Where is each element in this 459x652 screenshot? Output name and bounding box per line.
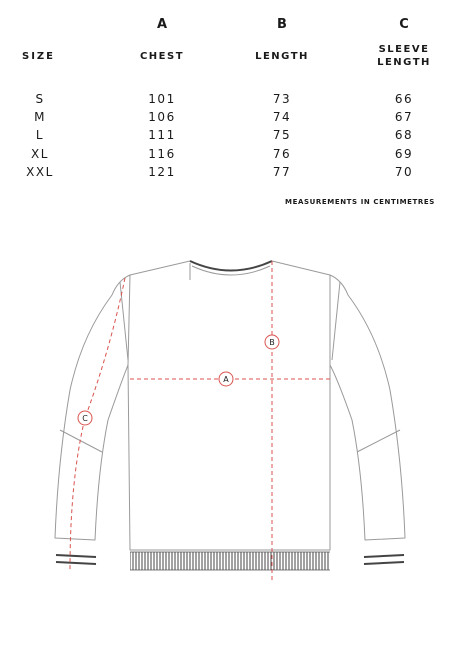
sleeve-column-letter: C bbox=[399, 17, 409, 32]
chest-cell: 106 bbox=[148, 110, 176, 124]
sweatshirt-diagram bbox=[0, 240, 459, 600]
left-cuff bbox=[56, 555, 96, 564]
sleeve-cell: 67 bbox=[394, 110, 414, 124]
length-column-letter: B bbox=[277, 17, 287, 32]
sleeve-column-header bbox=[359, 43, 449, 69]
sleeve-measure-line bbox=[70, 278, 125, 570]
size-cell: M bbox=[34, 110, 46, 124]
length-cell: 75 bbox=[272, 128, 292, 142]
length-marker-label: B bbox=[269, 338, 275, 347]
size-cell: XL bbox=[31, 147, 49, 161]
size-column-header: SIZE bbox=[22, 51, 56, 62]
length-cell: 73 bbox=[272, 92, 292, 106]
length-cell: 74 bbox=[272, 110, 292, 124]
sleeve-header-line1: SLEEVE bbox=[378, 44, 430, 55]
size-cell: S bbox=[35, 92, 45, 106]
length-marker bbox=[265, 335, 279, 349]
sleeve-cell: 70 bbox=[394, 165, 414, 179]
length-cell: 76 bbox=[272, 147, 292, 161]
right-cuff bbox=[364, 555, 404, 564]
chest-column-header: CHEST bbox=[139, 51, 185, 62]
sleeve-marker-label: C bbox=[82, 414, 88, 423]
size-cell: XXL bbox=[26, 165, 54, 179]
sleeve-cell: 69 bbox=[394, 147, 414, 161]
hem-rib-fill bbox=[130, 552, 330, 570]
sweatshirt-outline bbox=[55, 261, 405, 550]
sleeve-header-line2: LENGTH bbox=[377, 57, 431, 68]
chest-cell: 116 bbox=[148, 147, 176, 161]
measurements-note: MEASUREMENTS IN CENTIMETRES bbox=[285, 198, 435, 206]
size-cell: L bbox=[35, 128, 45, 142]
chest-cell: 121 bbox=[148, 165, 176, 179]
chest-cell: 111 bbox=[148, 128, 176, 142]
chest-marker-label: A bbox=[223, 375, 229, 384]
chest-cell: 101 bbox=[148, 92, 176, 106]
neckline bbox=[190, 261, 272, 271]
sleeve-cell: 66 bbox=[394, 92, 414, 106]
length-column-header: LENGTH bbox=[255, 51, 309, 62]
chest-column-letter: A bbox=[156, 17, 168, 32]
chest-marker bbox=[219, 372, 233, 386]
length-cell: 77 bbox=[272, 165, 292, 179]
sleeve-cell: 68 bbox=[394, 128, 414, 142]
sleeve-marker bbox=[78, 411, 92, 425]
